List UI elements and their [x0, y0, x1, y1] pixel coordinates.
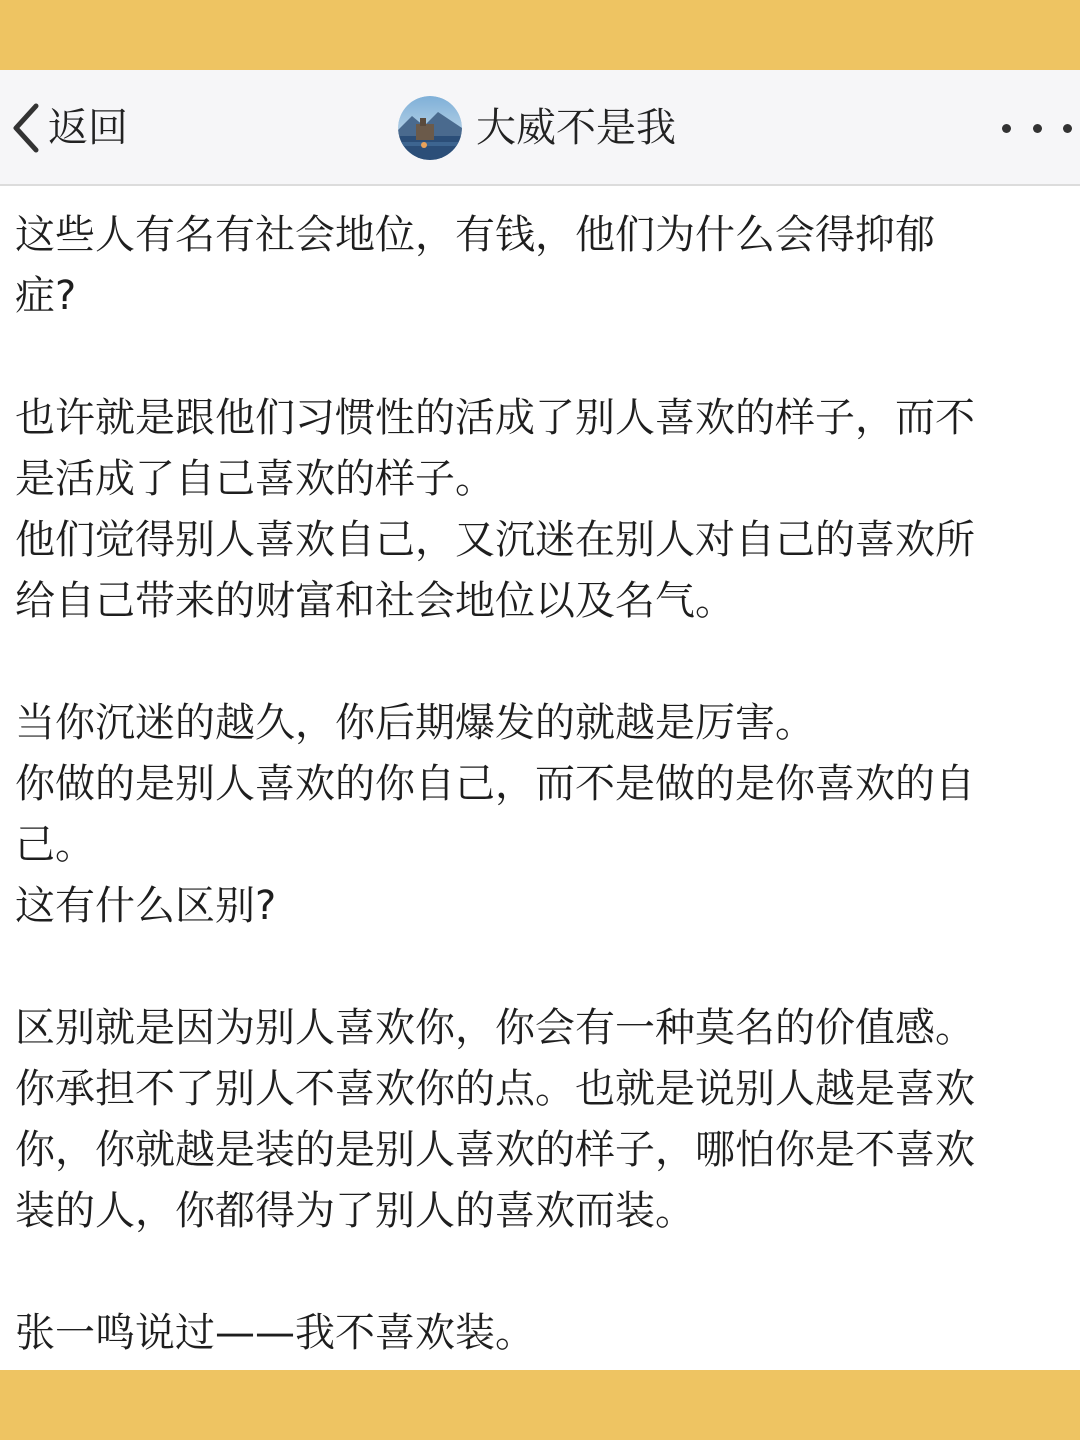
more-dot-icon: [1002, 124, 1011, 133]
back-button[interactable]: [8, 98, 128, 158]
top-decorative-band: [0, 0, 1080, 70]
paragraph-gap: [15, 1242, 1065, 1303]
paragraph-gap: [15, 632, 1065, 693]
paragraph: [15, 998, 1065, 1242]
text-line: 当你沉迷的越久，你后期爆发的就越是厉害。: [15, 700, 815, 746]
text-line: 这些人有名有社会地位，有钱，他们为什么会得抑郁: [15, 212, 935, 258]
chevron-left-icon: [8, 100, 44, 156]
text-line: 你，你就越是装的是别人喜欢的样子，哪怕你是不喜欢: [15, 1127, 975, 1173]
back-label: 返回: [48, 105, 128, 151]
text-line: 症?: [15, 273, 77, 319]
navigation-bar: [0, 70, 1080, 186]
text-line: 装的人，你都得为了别人的喜欢而装。: [15, 1188, 695, 1234]
text-line: 也许就是跟他们习惯性的活成了别人喜欢的样子，而不: [15, 395, 975, 441]
paragraph: [15, 388, 1065, 632]
paragraph: [15, 693, 1065, 937]
text-line: 这有什么区别?: [15, 883, 277, 929]
article-body: [15, 205, 1065, 1364]
title-group[interactable]: [398, 96, 676, 160]
bottom-decorative-band: [0, 1370, 1080, 1440]
text-line: 己。: [15, 822, 95, 868]
paragraph-gap: [15, 937, 1065, 998]
avatar[interactable]: [398, 96, 462, 160]
paragraph: [15, 1303, 1065, 1364]
text-line: 是活成了自己喜欢的样子。: [15, 456, 495, 502]
text-line: 张一鸣说过——我不喜欢装。: [15, 1310, 535, 1356]
more-dot-icon: [1063, 124, 1072, 133]
paragraph-gap: [15, 327, 1065, 388]
text-line: 区别就是因为别人喜欢你，你会有一种莫名的价值感。: [15, 1005, 975, 1051]
text-line: 他们觉得别人喜欢自己，又沉迷在别人对自己的喜欢所: [15, 517, 975, 563]
more-dot-icon: [1033, 124, 1042, 133]
more-button[interactable]: [1002, 110, 1072, 146]
text-line: 你承担不了别人不喜欢你的点。也就是说别人越是喜欢: [15, 1066, 975, 1112]
text-line: 你做的是别人喜欢的你自己，而不是做的是你喜欢的自: [15, 761, 975, 807]
page-title: 大威不是我: [476, 105, 676, 151]
paragraph: [15, 205, 1065, 327]
text-line: 给自己带来的财富和社会地位以及名气。: [15, 578, 735, 624]
